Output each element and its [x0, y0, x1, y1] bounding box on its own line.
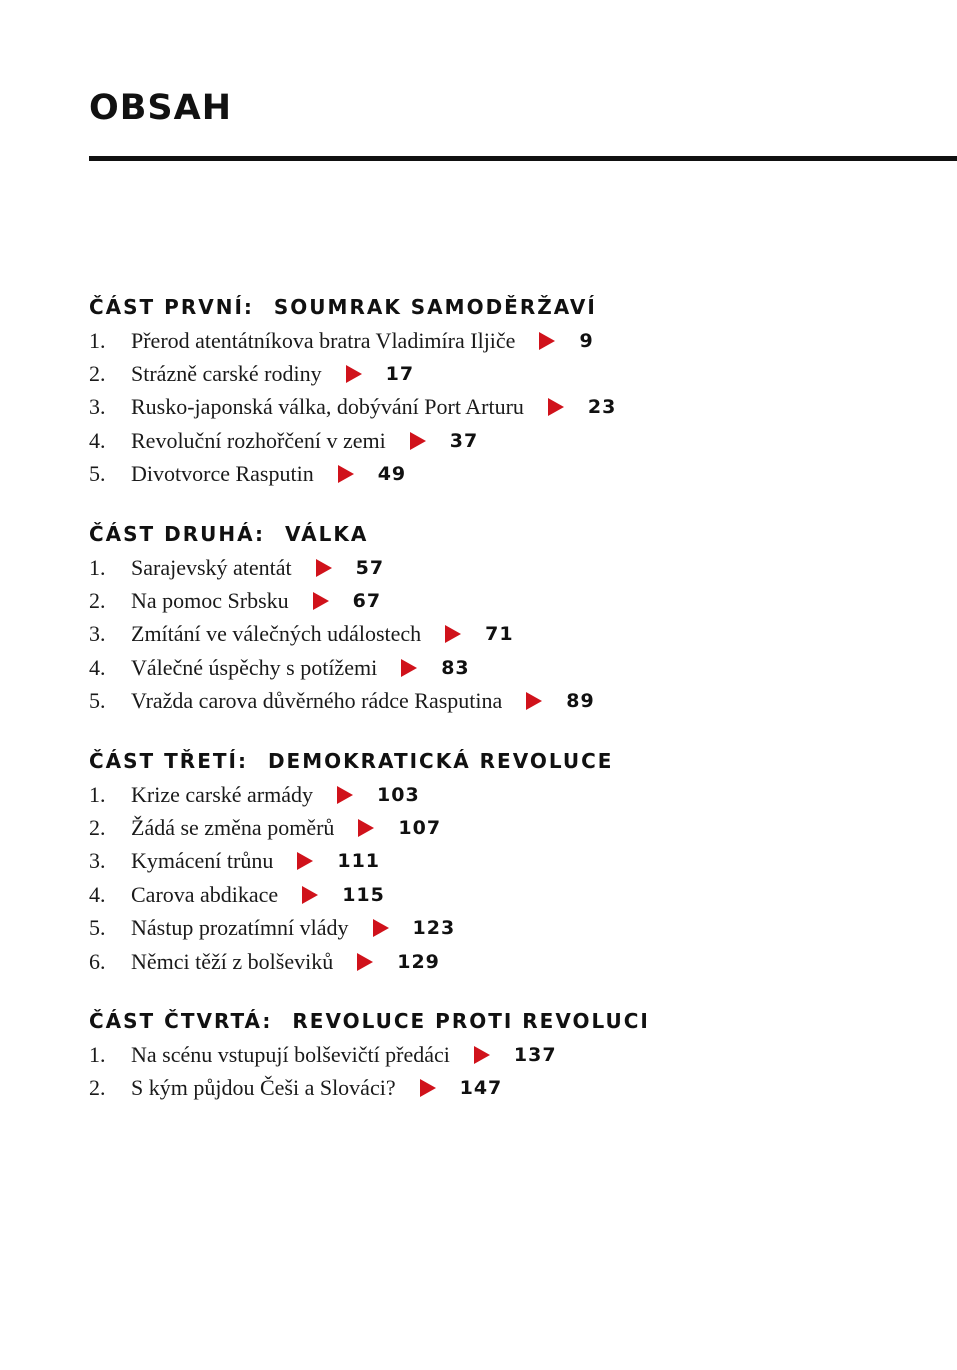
part-heading: [89, 518, 929, 551]
toc-part: [89, 518, 929, 718]
entry-page-number: 129: [397, 950, 440, 973]
part-name: VÁLKA: [285, 521, 369, 546]
title-divider: [89, 156, 957, 161]
toc-entry[interactable]: [89, 685, 929, 718]
entry-title: Zmítání ve válečných událostech: [131, 621, 422, 647]
entry-number: 2.: [89, 588, 106, 614]
entry-number: 5.: [89, 688, 106, 714]
arrow-right-icon: [316, 559, 332, 577]
entry-number: 1.: [89, 781, 106, 807]
toc-entry[interactable]: [89, 1072, 929, 1105]
entry-title: Strázně carské rodiny: [131, 361, 322, 387]
entry-page-number: 17: [385, 363, 415, 386]
toc-entry[interactable]: [89, 911, 929, 944]
entry-number: 5.: [89, 461, 106, 487]
entry-title: Přerod atentátníkova bratra Vladimíra Iljiče: [131, 327, 516, 353]
entry-page-number: 37: [449, 429, 479, 452]
part-name: SOUMRAK SAMODĚRŽAVÍ: [273, 295, 597, 319]
toc-entry[interactable]: [89, 1038, 929, 1071]
arrow-right-icon: [373, 919, 389, 937]
toc-entry[interactable]: [89, 424, 929, 457]
part-name: DEMOKRATICKÁ REVOLUCE: [267, 748, 614, 773]
entry-number: 1.: [89, 1041, 106, 1067]
entry-number: 1.: [89, 327, 106, 353]
entry-page-number: 49: [377, 463, 407, 486]
entry-title: Žádá se změna poměrů: [131, 814, 335, 840]
arrow-right-icon: [539, 332, 555, 350]
entry-page-number: 83: [441, 656, 470, 679]
entry-page-number: 71: [485, 623, 514, 646]
arrow-right-icon: [548, 398, 564, 416]
entry-title: Krize carské armády: [131, 781, 314, 807]
arrow-right-icon: [420, 1079, 436, 1097]
toc-entry[interactable]: [89, 651, 929, 684]
entry-title: Rusko-japonská válka, dobývání Port Arturu: [131, 394, 524, 420]
entry-title: Sarajevský atentát: [131, 554, 292, 580]
entry-title: Revoluční rozhořčení v zemi: [131, 427, 386, 453]
toc-entry[interactable]: [89, 391, 929, 424]
arrow-right-icon: [410, 432, 426, 450]
entry-number: 2.: [89, 361, 106, 387]
toc-entry[interactable]: [89, 811, 929, 844]
entry-page-number: 57: [355, 556, 385, 579]
entry-title: Divotvorce Rasputin: [131, 461, 314, 487]
entry-title: Na pomoc Srbsku: [131, 588, 289, 614]
entry-page-number: 123: [412, 917, 456, 940]
toc-entry[interactable]: [89, 845, 929, 878]
arrow-right-icon: [297, 852, 313, 870]
arrow-right-icon: [401, 659, 417, 677]
entry-title: Na scénu vstupují bolševičtí předáci: [131, 1041, 450, 1067]
entry-page-number: 67: [352, 590, 382, 613]
arrow-right-icon: [346, 365, 362, 383]
part-label: ČÁST DRUHÁ:: [89, 521, 265, 546]
entry-number: 4.: [89, 654, 106, 680]
arrow-right-icon: [526, 692, 542, 710]
entry-page-number: 9: [579, 329, 594, 352]
entry-page-number: 23: [587, 396, 617, 419]
part-label: ČÁST PRVNÍ:: [89, 295, 254, 319]
entry-page-number: 107: [398, 816, 442, 839]
table-of-contents: [89, 291, 929, 1132]
entry-title: Nástup prozatímní vlády: [131, 915, 349, 941]
entry-page-number: 89: [566, 690, 595, 713]
part-name: REVOLUCE PROTI REVOLUCI: [292, 1009, 650, 1034]
part-label: ČÁST TŘETÍ:: [89, 748, 248, 773]
part-label: ČÁST ČTVRTÁ:: [89, 1009, 273, 1034]
entry-page-number: 147: [459, 1077, 503, 1100]
entry-page-number: 115: [342, 883, 385, 906]
toc-entry[interactable]: [89, 945, 929, 978]
arrow-right-icon: [302, 886, 318, 904]
toc-entry[interactable]: [89, 878, 929, 911]
entry-title: Válečné úspěchy s potížemi: [131, 654, 378, 680]
entry-number: 1.: [89, 554, 106, 580]
entry-page-number: 137: [513, 1043, 557, 1066]
entry-number: 3.: [89, 848, 106, 874]
entry-number: 3.: [89, 394, 106, 420]
entry-number: 2.: [89, 1075, 106, 1101]
entry-number: 4.: [89, 427, 106, 453]
toc-part: [89, 291, 929, 491]
toc-entry[interactable]: [89, 584, 929, 617]
part-heading: [89, 291, 929, 324]
entry-title: S kým půjdou Češi a Slováci?: [131, 1075, 396, 1101]
entry-number: 4.: [89, 881, 106, 907]
entry-number: 3.: [89, 621, 106, 647]
toc-entry[interactable]: [89, 551, 929, 584]
arrow-right-icon: [313, 592, 329, 610]
toc-entry[interactable]: [89, 618, 929, 651]
toc-part: [89, 1005, 929, 1105]
entry-title: Němci těží z bolševiků: [131, 948, 334, 974]
entry-title: Kymácení trůnu: [131, 848, 274, 874]
entry-number: 6.: [89, 948, 106, 974]
toc-entry[interactable]: [89, 778, 929, 811]
toc-entry[interactable]: [89, 357, 929, 390]
entry-number: 2.: [89, 814, 106, 840]
arrow-right-icon: [445, 625, 461, 643]
entry-title: Vražda carova důvěrného rádce Rasputina: [131, 688, 503, 714]
entry-page-number: 103: [377, 783, 420, 806]
entry-title: Carova abdikace: [131, 881, 279, 907]
toc-entry[interactable]: [89, 324, 929, 357]
part-heading: [89, 1005, 929, 1038]
toc-entry[interactable]: [89, 458, 929, 491]
entry-page-number: 111: [337, 850, 381, 873]
toc-part: [89, 745, 929, 978]
arrow-right-icon: [358, 819, 374, 837]
arrow-right-icon: [338, 465, 354, 483]
arrow-right-icon: [474, 1046, 490, 1064]
arrow-right-icon: [357, 953, 373, 971]
arrow-right-icon: [337, 786, 353, 804]
entry-number: 5.: [89, 915, 106, 941]
page-title: OBSAH: [89, 88, 233, 128]
part-heading: [89, 745, 929, 778]
